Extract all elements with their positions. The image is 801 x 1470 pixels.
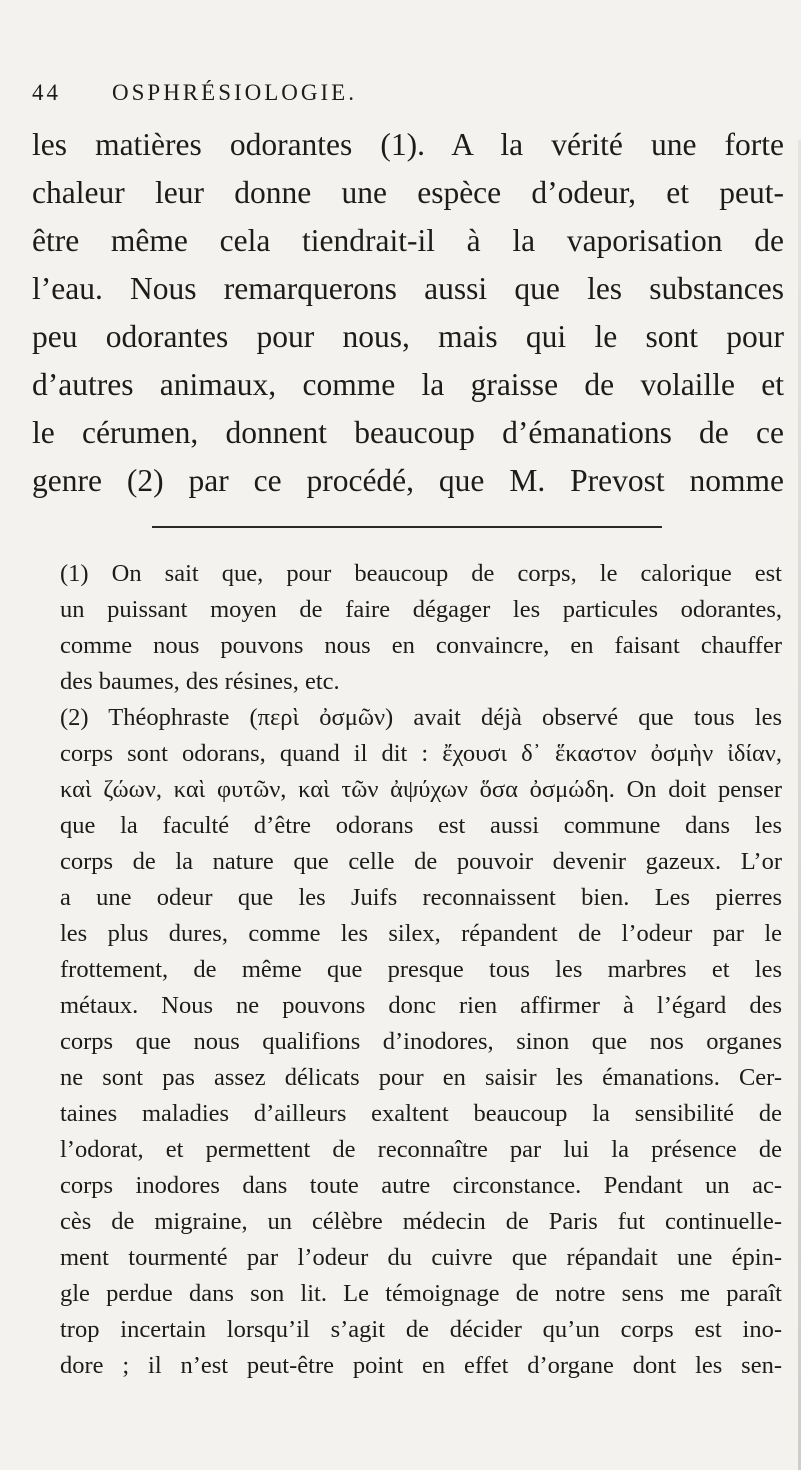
footnote-line: métaux. Nous ne pouvons donc rien affirmer à l’égard des (60, 992, 782, 1019)
body-line: d’autres animaux, comme la graisse de volaille et (32, 367, 784, 402)
footnote-line: des baumes, des résines, etc. (60, 668, 340, 695)
body-line: le cérumen, donnent beaucoup d’émanations de ce (32, 415, 784, 450)
body-line: les matières odorantes (1). A la vérité une forte (32, 127, 784, 162)
body-line: être même cela tiendrait-il à la vaporisation de (32, 223, 784, 258)
footnote-line: (1) On sait que, pour beaucoup de corps, le calorique est (60, 560, 782, 587)
footnote-line: corps de la nature que celle de pouvoir devenir gazeux. L’or (60, 848, 782, 875)
footnote-line: les plus dures, comme les silex, répandent de l’odeur par le (60, 920, 782, 947)
body-line: genre (2) par ce procédé, que M. Prevost nomme (32, 463, 784, 498)
body-line: peu odorantes pour nous, mais qui le sont pour (32, 319, 784, 354)
footnote-line: καὶ ζώων, καὶ φυτῶν, καὶ τῶν ἀψύχων ὅσα ὀσμώδη. On doit penser (60, 776, 782, 803)
footnote-line: frottement, de même que presque tous les marbres et les (60, 956, 782, 983)
footnote-line: taines maladies d’ailleurs exaltent beaucoup la sensibilité de (60, 1100, 782, 1127)
footnote-line: cès de migraine, un célèbre médecin de Paris fut continuelle- (60, 1208, 782, 1235)
footnote-line: gle perdue dans son lit. Le témoignage de notre sens me paraît (60, 1280, 782, 1307)
footnote-line: trop incertain lorsqu’il s’agit de décider qu’un corps est ino- (60, 1316, 782, 1343)
footnote-line: l’odorat, et permettent de reconnaître par lui la présence de (60, 1136, 782, 1163)
footnote-line: a une odeur que les Juifs reconnaissent bien. Les pierres (60, 884, 782, 911)
footnote-line: ment tourmenté par l’odeur du cuivre que répandait une épin- (60, 1244, 782, 1271)
footnote-line: dore ; il n’est peut-être point en effet d’organe dont les sen- (60, 1352, 782, 1379)
footnote-separator (152, 526, 662, 528)
running-title: OSPHRÉSIOLOGIE. (112, 80, 357, 105)
body-line: l’eau. Nous remarquerons aussi que les substances (32, 271, 784, 306)
footnote-line: corps inodores dans toute autre circonstance. Pendant un ac- (60, 1172, 782, 1199)
footnote-line: que la faculté d’être odorans est aussi commune dans les (60, 812, 782, 839)
footnote-line: ne sont pas assez délicats pour en saisir les émanations. Cer- (60, 1064, 782, 1091)
footnote-line: comme nous pouvons nous en convaincre, en faisant chauffer (60, 632, 782, 659)
footnote-line: un puissant moyen de faire dégager les particules odorantes, (60, 596, 782, 623)
footnote-line: corps que nous qualifions d’inodores, sinon que nos organes (60, 1028, 782, 1055)
page-number: 44 (32, 80, 61, 105)
footnote-line: (2) Théophraste (περὶ ὀσμῶν) avait déjà observé que tous les (60, 704, 782, 731)
running-head (32, 78, 772, 108)
footnote-line: corps sont odorans, quand il dit : ἔχουσι δ᾽ ἕκαστον ὀσμὴν ἰδίαν, (60, 740, 782, 767)
body-line: chaleur leur donne une espèce d’odeur, et peut- (32, 175, 784, 210)
